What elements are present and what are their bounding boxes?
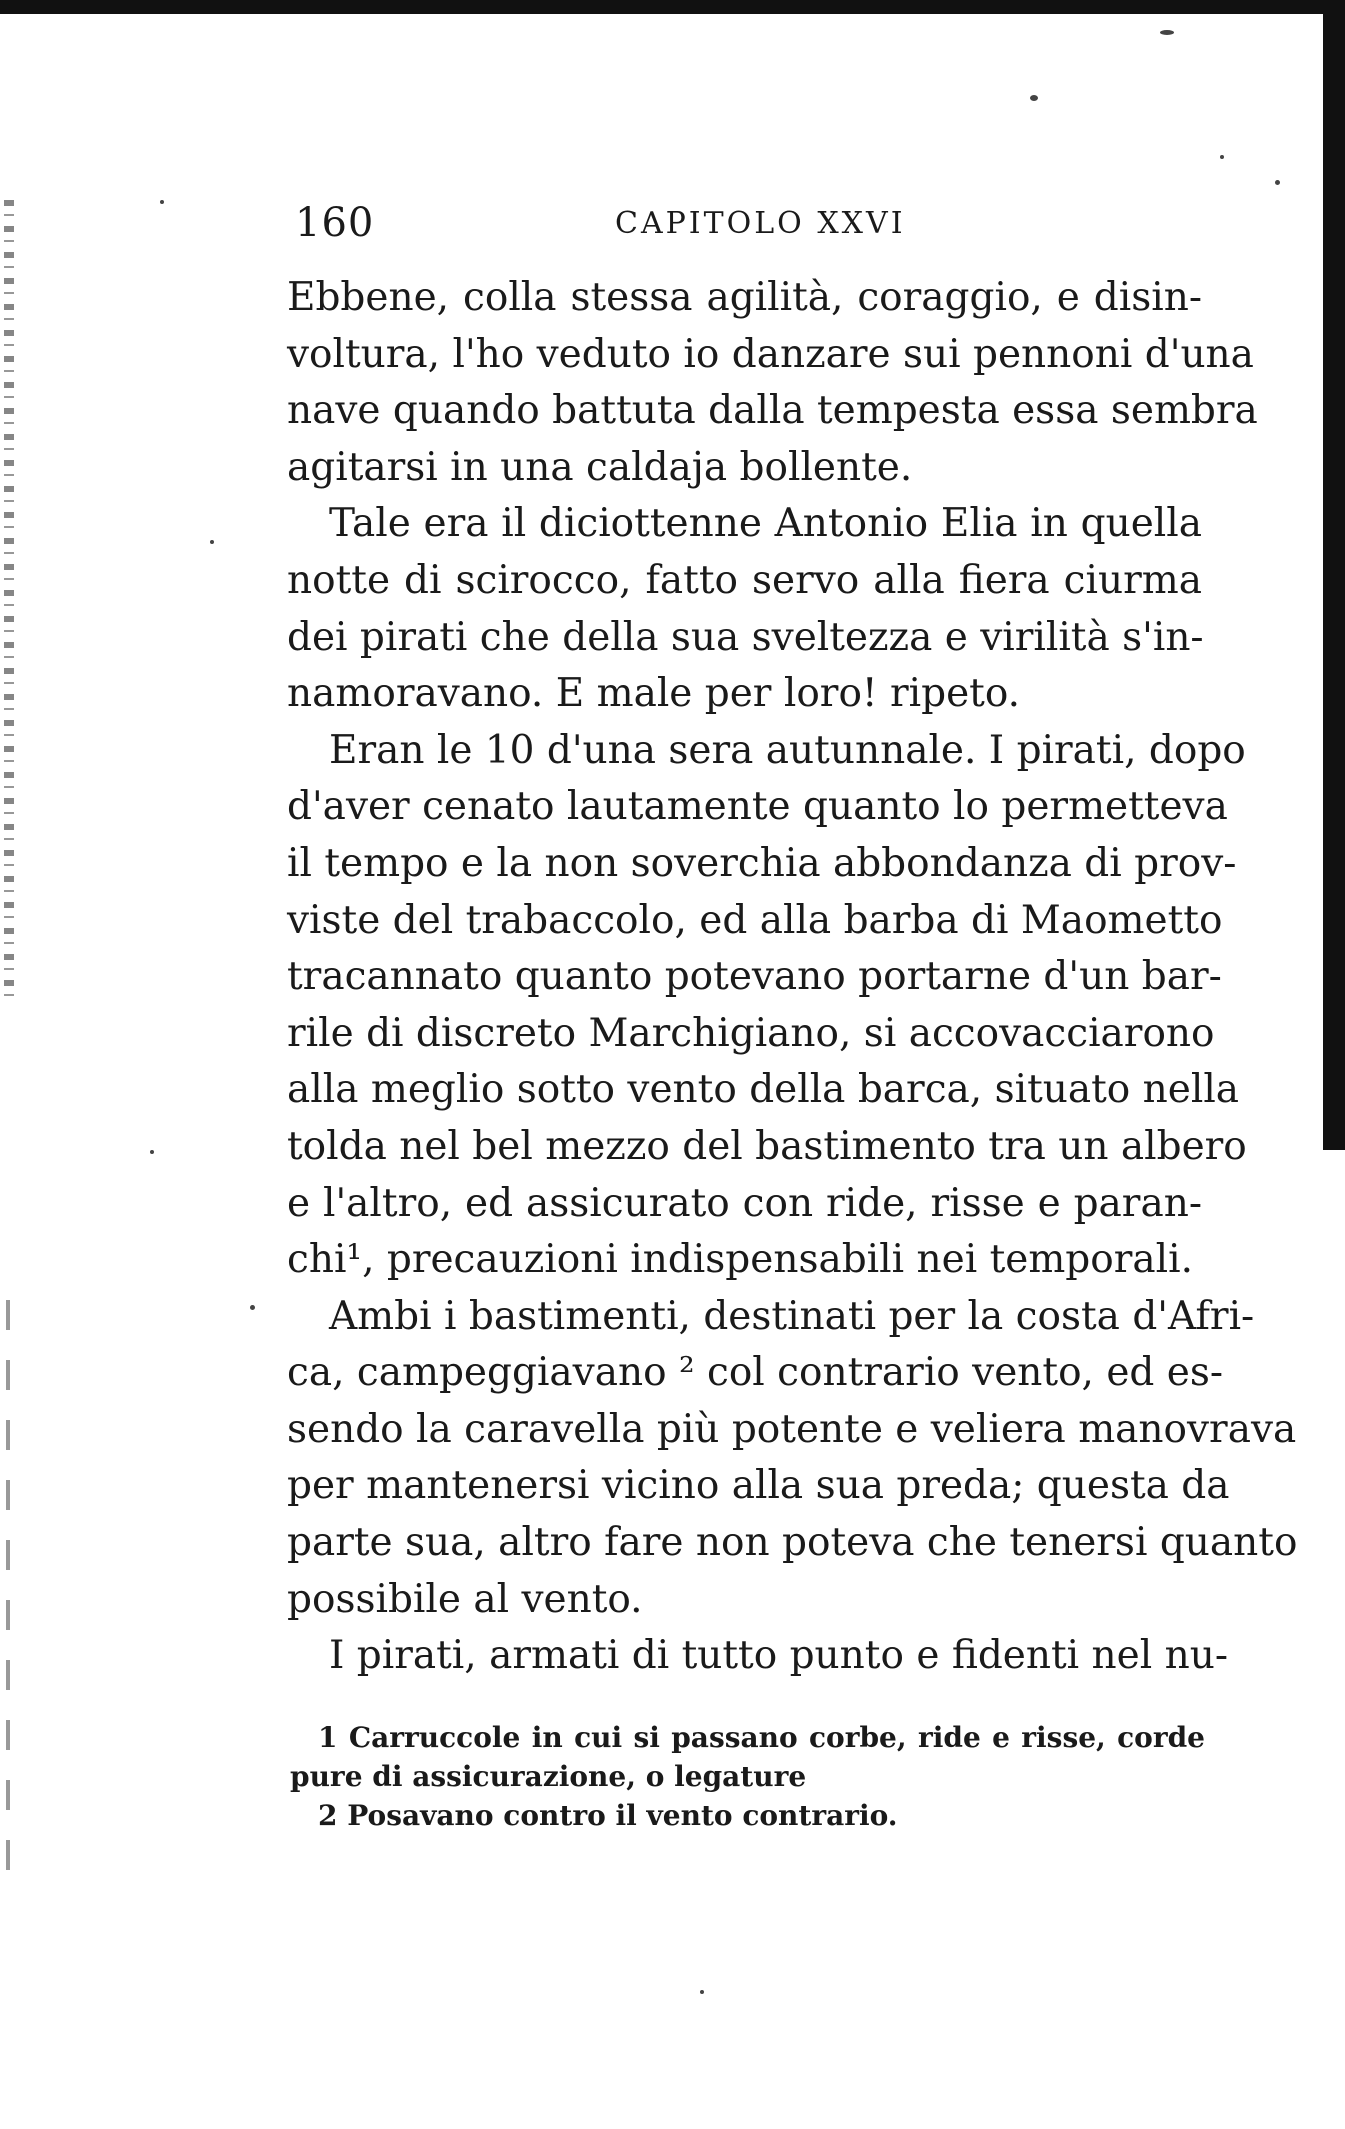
scan-speck [160,200,164,204]
text-line: e l'altro, ed assicurato con ride, risse e paran- [287,1180,1202,1226]
text-line: nave quando battuta dalla tempesta essa sembra [287,388,1258,434]
text-line: tolda nel bel mezzo del bastimento tra un albero [287,1123,1247,1169]
scan-speck [1220,155,1224,159]
text-line: voltura, l'ho veduto io danzare sui pennoni d'una [287,331,1254,377]
footnotes [290,1718,1205,1835]
text-line: chi¹, precauzioni indispensabili nei temporali. [287,1237,1193,1283]
text-line: sendo la caravella più potente e veliera manovrava [287,1406,1297,1452]
text-line: rile di discreto Marchigiano, si accovacciarono [287,1010,1215,1056]
body-text [287,270,1298,1685]
footnote-line: 1 Carruccole in cui si passano corbe, ride e risse, corde [318,1721,1205,1754]
text-line: notte di scirocco, fatto servo alla fiera ciurma [287,557,1202,603]
text-line: d'aver cenato lautamente quanto lo permetteva [287,784,1228,830]
scan-top-border [0,0,1345,14]
scan-speck [1030,95,1038,101]
page-header [295,200,1145,250]
text-line: agitarsi in una caldaja bollente. [287,444,913,490]
text-line: Tale era il diciottenne Antonio Elia in quella [329,501,1202,547]
scan-speck [150,1150,154,1154]
scan-speck [210,540,214,544]
scan-speck [1160,30,1174,35]
scan-speck [1275,180,1280,185]
text-line: per mantenersi vicino alla sua preda; questa da [287,1463,1230,1509]
page-number: 160 [295,200,375,246]
footnote-line: 2 Posavano contro il vento contrario. [318,1799,898,1832]
text-line: Eran le 10 d'una sera autunnale. I pirati, dopo [329,727,1246,773]
scan-speck [250,1305,255,1310]
text-line: I pirati, armati di tutto punto e fidenti nel nu- [329,1633,1229,1679]
text-line: tracannato quanto potevano portarne d'un bar- [287,954,1222,1000]
text-line: ca, campeggiavano ² col contrario vento, ed es- [287,1350,1224,1396]
scan-right-border [1323,0,1345,1150]
text-line: possibile al vento. [287,1576,643,1622]
text-line: viste del trabaccolo, ed alla barba di Maometto [287,897,1223,943]
text-line: Ambi i bastimenti, destinati per la costa d'Afri- [329,1293,1255,1339]
text-line: Ebbene, colla stessa agilità, coraggio, e disin- [287,275,1202,320]
scan-left-edge [4,200,14,1000]
text-line: alla meglio sotto vento della barca, situato nella [287,1067,1240,1113]
text-line: dei pirati che della sua sveltezza e virilità s'in- [287,614,1204,660]
text-line: il tempo e la non soverchia abbondanza di prov- [287,840,1237,886]
running-head: CAPITOLO XXVI [615,206,906,241]
text-line: parte sua, altro fare non poteva che tenersi quanto [287,1520,1298,1566]
scan-left-edge-lower [6,1300,10,1900]
scan-speck [700,1990,704,1994]
text-line: namoravano. E male per loro! ripeto. [287,671,1021,717]
footnote-line: pure di assicurazione, o legature [290,1760,807,1793]
